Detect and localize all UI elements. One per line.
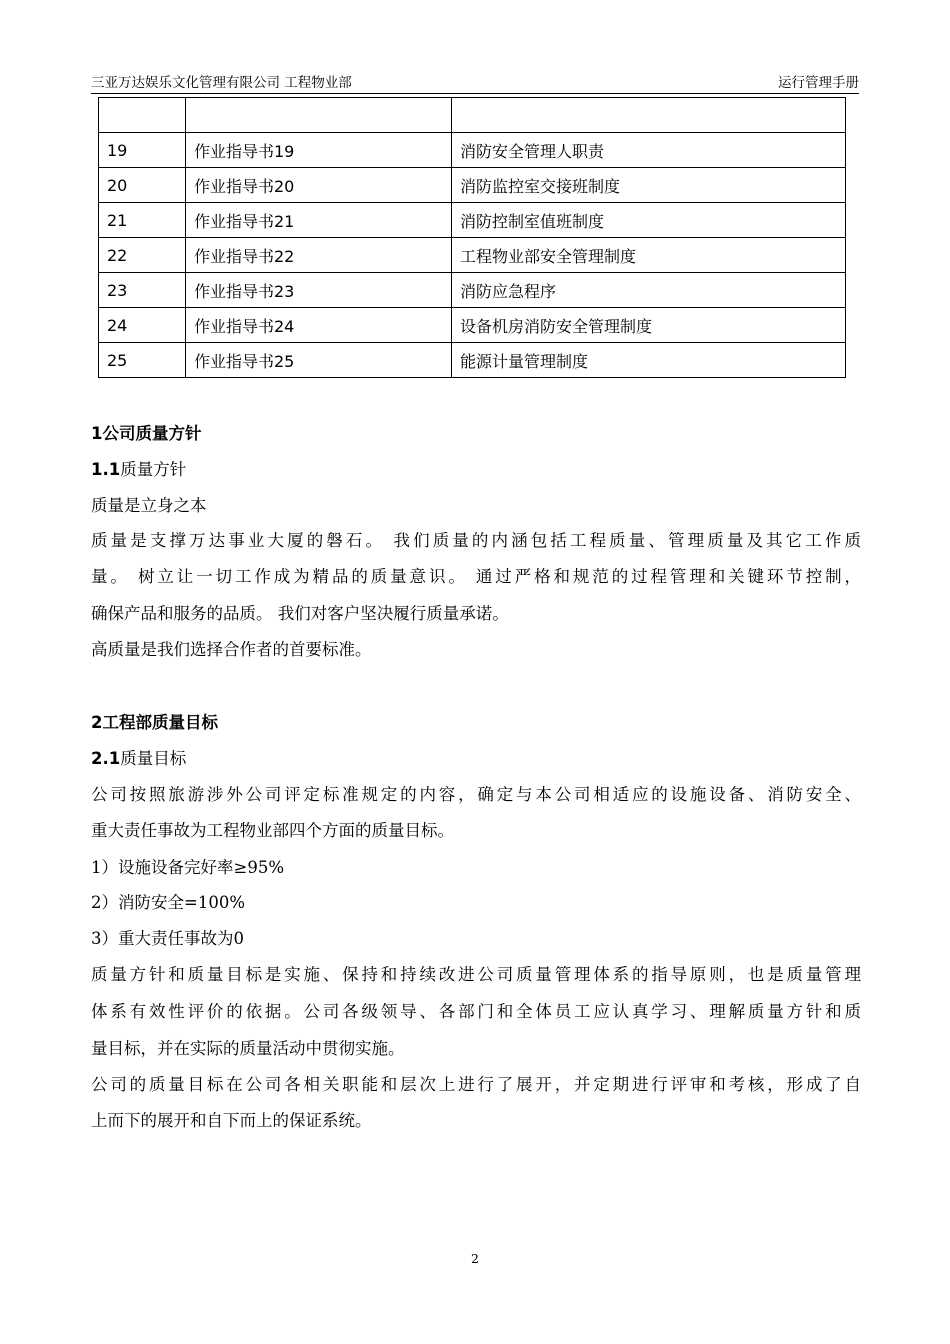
section2-line: 公司的质量目标在公司各相关职能和层次上进行了展开，并定期进行评审和考核，形成了自 [91, 1075, 861, 1094]
section2-title: 2工程部质量目标 [91, 713, 218, 732]
row-number-cell: 24 [99, 308, 186, 343]
section1-line: 确保产品和服务的品质。 我们对客户坚决履行质量承诺。 [91, 604, 509, 623]
section1-line: 高质量是我们选择合作者的首要标准。 [91, 640, 372, 659]
row-number-cell: 21 [99, 203, 186, 238]
row-number-cell: 19 [99, 133, 186, 168]
row-number-cell: 23 [99, 273, 186, 308]
section2-sub-number: 2.1 [91, 749, 121, 768]
table-row [99, 168, 846, 203]
document-title-cell: 消防应急程序 [452, 273, 846, 308]
document-title-cell [452, 98, 846, 133]
section2-line: 重大责任事故为工程物业部四个方面的质量目标。 [91, 821, 454, 840]
header-company: 三亚万达娱乐文化管理有限公司 工程物业部 [91, 75, 352, 91]
document-title-cell: 设备机房消防安全管理制度 [452, 308, 846, 343]
document-code-cell: 作业指导书20 [186, 168, 452, 203]
table-row [99, 273, 846, 308]
table-row [99, 238, 846, 273]
document-code-cell [186, 98, 452, 133]
document-code-cell: 作业指导书25 [186, 343, 452, 378]
section2-line: 2）消防安全=100% [91, 893, 245, 912]
section1-line: 量。 树立让一切工作成为精品的质量意识。 通过严格和规范的过程管理和关键环节控制， [91, 567, 861, 586]
document-code-cell: 作业指导书24 [186, 308, 452, 343]
table-row [99, 203, 846, 238]
document-title-cell: 消防安全管理人职责 [452, 133, 846, 168]
section1-subheading [91, 456, 861, 480]
header-manual-title: 运行管理手册 [778, 75, 859, 91]
section2-line: 质量方针和质量目标是实施、保持和持续改进公司质量管理体系的指导原则，也是质量管理 [91, 965, 861, 984]
document-title-cell: 能源计量管理制度 [452, 343, 846, 378]
row-number-cell: 25 [99, 343, 186, 378]
section2-subheading [91, 745, 861, 769]
document-code-cell: 作业指导书22 [186, 238, 452, 273]
instruction-table [98, 97, 846, 378]
row-number-cell: 22 [99, 238, 186, 273]
document-title-cell: 消防监控室交接班制度 [452, 168, 846, 203]
section2-line: 量目标，并在实际的质量活动中贯彻实施。 [91, 1039, 405, 1058]
section1-title: 1公司质量方针 [91, 424, 202, 443]
section1-sub-number: 1.1 [91, 460, 121, 479]
page-number: 2 [471, 1251, 479, 1266]
row-number-cell: 20 [99, 168, 186, 203]
document-title-cell: 工程物业部安全管理制度 [452, 238, 846, 273]
document-code-cell: 作业指导书19 [186, 133, 452, 168]
table-row [99, 133, 846, 168]
section2-line: 3）重大责任事故为0 [91, 929, 244, 948]
section2-line: 上而下的展开和自下而上的保证系统。 [91, 1111, 372, 1130]
section2-line: 体系有效性评价的依据。公司各级领导、各部门和全体员工应认真学习、理解质量方针和质 [91, 1002, 861, 1021]
table-row [99, 98, 846, 133]
document-code-cell: 作业指导书21 [186, 203, 452, 238]
table-row [99, 308, 846, 343]
section1-line: 质量是立身之本 [91, 496, 207, 515]
section2-line: 1）设施设备完好率≥95% [91, 858, 284, 877]
document-title-cell: 消防控制室值班制度 [452, 203, 846, 238]
row-number-cell [99, 98, 186, 133]
section2-sub-title: 质量目标 [120, 749, 187, 768]
document-code-cell: 作业指导书23 [186, 273, 452, 308]
table-row [99, 343, 846, 378]
section1-line: 质量是支撑万达事业大厦的磐石。 我们质量的内涵包括工程质量、管理质量及其它工作质 [91, 531, 861, 550]
section2-line: 公司按照旅游涉外公司评定标准规定的内容，确定与本公司相适应的设施设备、消防安全、 [91, 785, 861, 804]
header-divider [91, 93, 859, 94]
section1-sub-title: 质量方针 [120, 460, 187, 479]
